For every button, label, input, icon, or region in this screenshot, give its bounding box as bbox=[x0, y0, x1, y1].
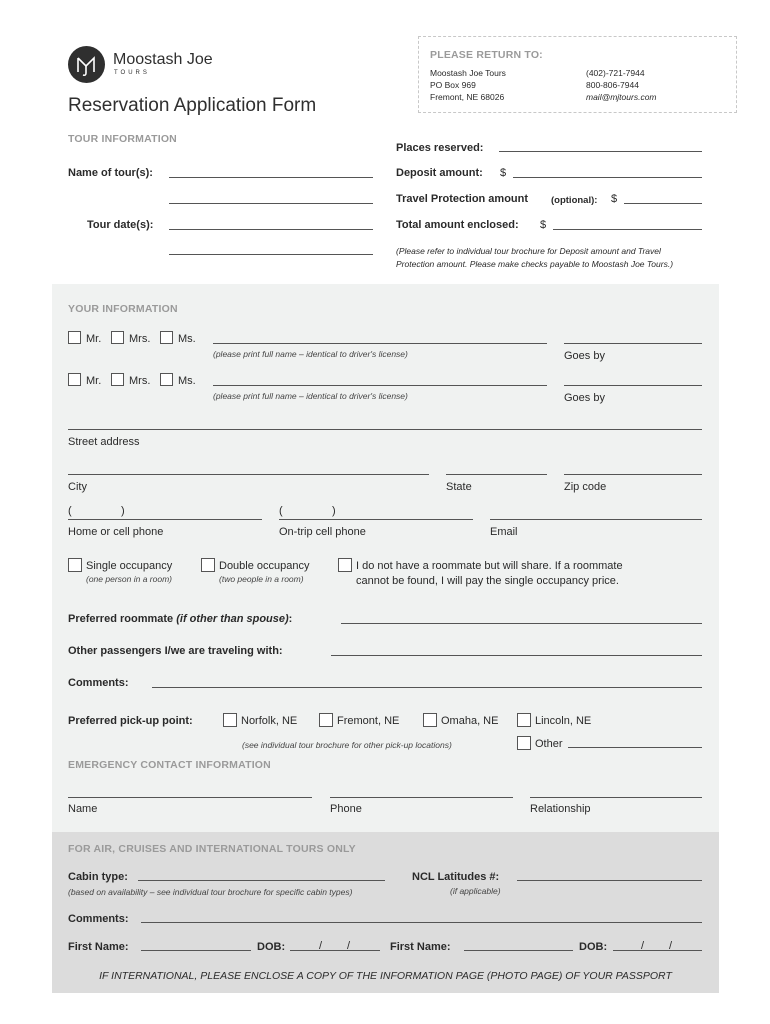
pickup-norfolk-checkbox[interactable] bbox=[223, 713, 237, 727]
mr-label-2: Mr. bbox=[86, 375, 102, 387]
emergency-relationship-label: Relationship bbox=[530, 803, 591, 815]
mr-checkbox-2[interactable] bbox=[68, 373, 81, 386]
tour-note-1: (Please refer to individual tour brochure for Deposit amount and Travel bbox=[396, 246, 661, 256]
mrs-label-1: Mrs. bbox=[129, 333, 151, 345]
places-field[interactable] bbox=[499, 151, 702, 152]
pickup-other-checkbox[interactable] bbox=[517, 736, 531, 750]
mrs-label-2: Mrs. bbox=[129, 375, 151, 387]
dob-slash-2b: / bbox=[669, 940, 673, 952]
dob-field-1[interactable] bbox=[290, 950, 380, 951]
return-phone-2: 800-806-7944 bbox=[586, 80, 639, 90]
roommate-label-text: Preferred roommate bbox=[68, 613, 177, 625]
intl-panel bbox=[52, 832, 719, 993]
dob-slash-2a: / bbox=[641, 940, 645, 952]
dob-label-1: DOB: bbox=[257, 941, 286, 953]
roommate-field[interactable] bbox=[341, 623, 702, 624]
ms-checkbox-2[interactable] bbox=[160, 373, 173, 386]
state-field[interactable] bbox=[446, 474, 547, 475]
tour-note-2: Protection amount. Please make checks payable to Moostash Joe Tours.) bbox=[396, 259, 674, 269]
return-address-1: Moostash Joe Tours bbox=[430, 68, 506, 78]
goes-by-label-2: Goes by bbox=[564, 392, 605, 404]
emergency-phone-label: Phone bbox=[330, 803, 362, 815]
email-field[interactable] bbox=[490, 519, 702, 520]
pickup-omaha-label: Omaha, NE bbox=[441, 715, 499, 727]
goes-by-field-2[interactable] bbox=[564, 385, 702, 386]
street-label: Street address bbox=[68, 436, 140, 448]
ncl-label: NCL Latitudes #: bbox=[412, 871, 500, 883]
return-box bbox=[418, 36, 737, 113]
deposit-field[interactable] bbox=[513, 177, 702, 178]
travel-dollar: $ bbox=[611, 193, 618, 205]
trip-phone-field[interactable] bbox=[279, 519, 473, 520]
emergency-heading: EMERGENCY CONTACT INFORMATION bbox=[68, 759, 271, 771]
ms-label-1: Ms. bbox=[178, 333, 196, 345]
ncl-hint: (if applicable) bbox=[450, 886, 501, 896]
your-info-heading: YOUR INFORMATION bbox=[68, 303, 178, 315]
share-room-text-1: I do not have a roommate but will share. If a roommate bbox=[356, 560, 623, 572]
other-passengers-label: Other passengers I/we are traveling with: bbox=[68, 645, 283, 657]
cabin-label: Cabin type: bbox=[68, 871, 128, 883]
return-heading: PLEASE RETURN TO: bbox=[430, 49, 543, 61]
travel-label: Travel Protection amount bbox=[396, 193, 529, 205]
deposit-label: Deposit amount: bbox=[396, 167, 483, 179]
first-name-label-1: First Name: bbox=[68, 941, 129, 953]
full-name-field-2[interactable] bbox=[213, 385, 547, 386]
travel-field[interactable] bbox=[624, 203, 702, 204]
roommate-label-italic: (if other than spouse) bbox=[176, 613, 289, 625]
share-room-checkbox[interactable] bbox=[338, 558, 352, 572]
pickup-lincoln-checkbox[interactable] bbox=[517, 713, 531, 727]
single-occupancy-hint: (one person in a room) bbox=[86, 574, 172, 584]
total-label: Total amount enclosed: bbox=[396, 219, 519, 231]
trip-phone-label: On-trip cell phone bbox=[279, 526, 366, 538]
double-occupancy-label: Double occupancy bbox=[219, 560, 310, 572]
dob-slash-1a: / bbox=[319, 940, 323, 952]
cabin-field[interactable] bbox=[138, 880, 385, 881]
return-phone-1: (402)-721-7944 bbox=[586, 68, 645, 78]
tour-name-field-1[interactable] bbox=[169, 177, 373, 178]
roommate-label-colon: : bbox=[288, 613, 293, 625]
mr-checkbox-1[interactable] bbox=[68, 331, 81, 344]
pickup-hint: (see individual tour brochure for other pick-up locations) bbox=[242, 740, 452, 750]
emergency-name-field[interactable] bbox=[68, 797, 312, 798]
ms-label-2: Ms. bbox=[178, 375, 196, 387]
home-phone-field[interactable] bbox=[68, 519, 262, 520]
emergency-name-label: Name bbox=[68, 803, 98, 815]
total-field[interactable] bbox=[553, 229, 702, 230]
total-dollar: $ bbox=[540, 219, 547, 231]
tour-date-label: Tour date(s): bbox=[87, 219, 154, 231]
zip-field[interactable] bbox=[564, 474, 702, 475]
home-phone-paren-close: ) bbox=[121, 505, 125, 517]
return-address-3: Fremont, NE 68026 bbox=[430, 92, 505, 102]
home-phone-label: Home or cell phone bbox=[68, 526, 164, 538]
full-name-hint-1: (please print full name – identical to driver's license) bbox=[213, 349, 408, 359]
pickup-fremont-label: Fremont, NE bbox=[337, 715, 400, 727]
goes-by-label-1: Goes by bbox=[564, 350, 605, 362]
intl-heading: FOR AIR, CRUISES AND INTERNATIONAL TOURS ONLY bbox=[68, 843, 356, 855]
pickup-lincoln-label: Lincoln, NE bbox=[535, 715, 592, 727]
first-name-label-2: First Name: bbox=[390, 941, 451, 953]
zip-label: Zip code bbox=[564, 481, 607, 493]
pickup-fremont-checkbox[interactable] bbox=[319, 713, 333, 727]
places-label: Places reserved: bbox=[396, 142, 484, 154]
goes-by-field-1[interactable] bbox=[564, 343, 702, 344]
first-name-field-2[interactable] bbox=[464, 950, 573, 951]
mrs-checkbox-2[interactable] bbox=[111, 373, 124, 386]
travel-optional: (optional): bbox=[551, 195, 598, 206]
share-room-text-2: cannot be found, I will pay the single occupancy price. bbox=[356, 575, 619, 587]
tour-date-field-1[interactable] bbox=[169, 229, 373, 230]
roommate-label bbox=[68, 613, 292, 625]
tour-name-label: Name of tour(s): bbox=[68, 167, 153, 179]
trip-phone-paren-open: ( bbox=[279, 505, 283, 517]
passport-footer: IF INTERNATIONAL, PLEASE ENCLOSE A COPY OF THE INFORMATION PAGE (PHOTO PAGE) OF YOUR PASSPORT bbox=[99, 970, 672, 982]
page-title: Reservation Application Form bbox=[68, 95, 317, 116]
deposit-dollar: $ bbox=[500, 167, 507, 179]
single-occupancy-checkbox[interactable] bbox=[68, 558, 82, 572]
single-occupancy-label: Single occupancy bbox=[86, 560, 173, 572]
pickup-label: Preferred pick-up point: bbox=[68, 715, 193, 727]
state-label: State bbox=[446, 481, 472, 493]
emergency-phone-field[interactable] bbox=[330, 797, 513, 798]
cabin-hint: (based on availability – see individual tour brochure for specific cabin types) bbox=[68, 887, 353, 897]
double-occupancy-checkbox[interactable] bbox=[201, 558, 215, 572]
mrs-checkbox-1[interactable] bbox=[111, 331, 124, 344]
logo-sub: TOURS bbox=[114, 70, 150, 76]
tour-date-field-2[interactable] bbox=[169, 254, 373, 255]
mr-label-1: Mr. bbox=[86, 333, 102, 345]
dob-label-2: DOB: bbox=[579, 941, 608, 953]
other-passengers-field[interactable] bbox=[331, 655, 702, 656]
return-email: mail@mjtours.com bbox=[586, 92, 657, 102]
first-name-field-1[interactable] bbox=[141, 950, 251, 951]
tour-info-heading: TOUR INFORMATION bbox=[68, 133, 177, 145]
home-phone-paren-open: ( bbox=[68, 505, 72, 517]
double-occupancy-hint: (two people in a room) bbox=[219, 574, 304, 584]
pickup-other-label: Other bbox=[535, 738, 563, 750]
city-label: City bbox=[68, 481, 87, 493]
full-name-field-1[interactable] bbox=[213, 343, 547, 344]
comments-label: Comments: bbox=[68, 677, 129, 689]
pickup-norfolk-label: Norfolk, NE bbox=[241, 715, 298, 727]
return-address-2: PO Box 969 bbox=[430, 80, 476, 90]
city-field[interactable] bbox=[68, 474, 429, 475]
emergency-relationship-field[interactable] bbox=[530, 797, 702, 798]
ncl-field[interactable] bbox=[517, 880, 702, 881]
tour-name-field-2[interactable] bbox=[169, 203, 373, 204]
dob-field-2[interactable] bbox=[613, 950, 702, 951]
email-label: Email bbox=[490, 526, 518, 538]
intl-comments-label: Comments: bbox=[68, 913, 129, 925]
mj-monogram-icon bbox=[68, 46, 105, 83]
trip-phone-paren-close: ) bbox=[332, 505, 336, 517]
intl-comments-field[interactable] bbox=[141, 922, 702, 923]
full-name-hint-2: (please print full name – identical to driver's license) bbox=[213, 391, 408, 401]
comments-field[interactable] bbox=[152, 687, 702, 688]
street-field[interactable] bbox=[68, 429, 702, 430]
pickup-omaha-checkbox[interactable] bbox=[423, 713, 437, 727]
logo-mark bbox=[68, 46, 105, 83]
dob-slash-1b: / bbox=[347, 940, 351, 952]
logo-name: Moostash Joe bbox=[113, 51, 213, 68]
pickup-other-field[interactable] bbox=[568, 747, 702, 748]
ms-checkbox-1[interactable] bbox=[160, 331, 173, 344]
